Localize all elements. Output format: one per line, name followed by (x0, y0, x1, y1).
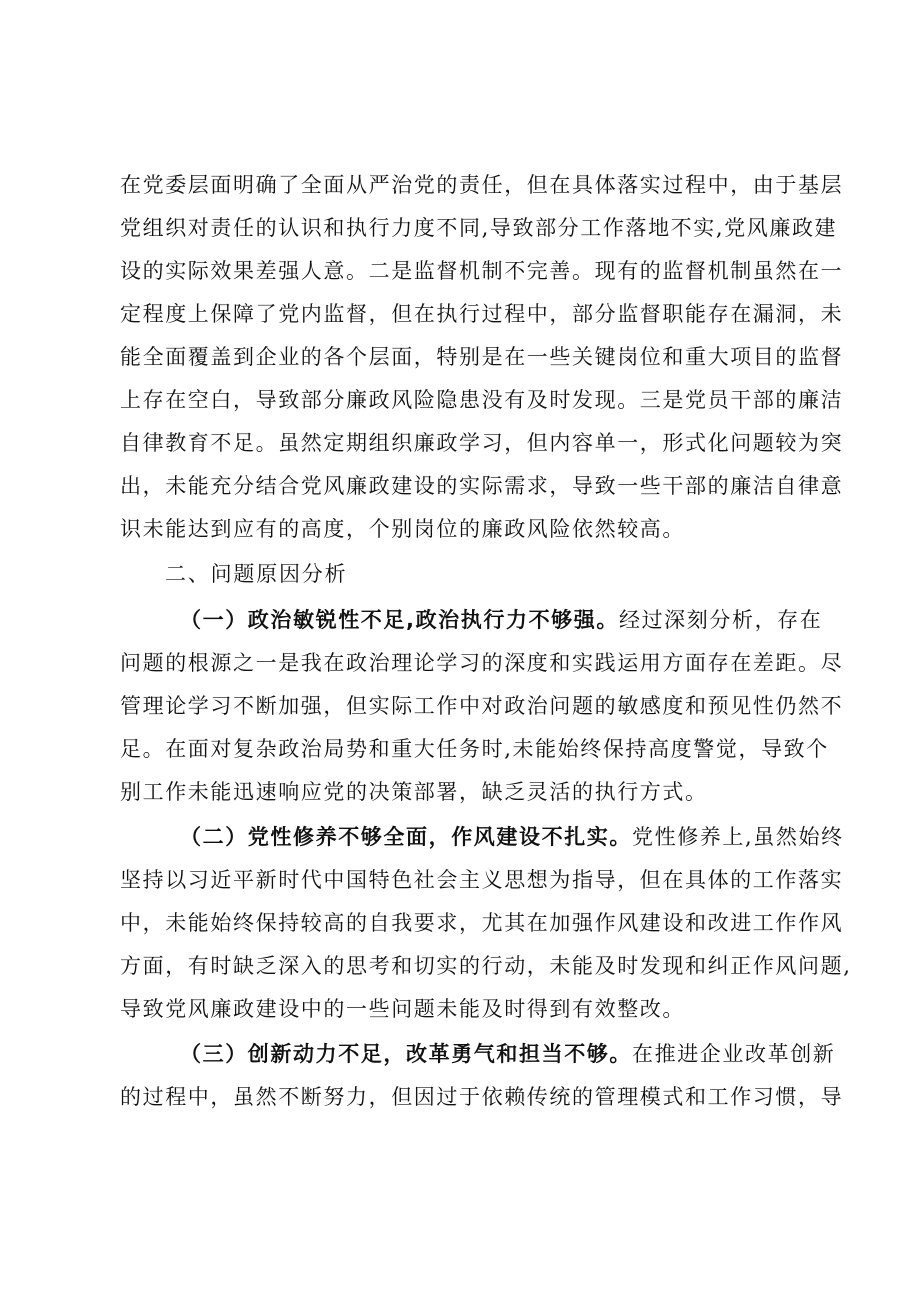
para2-title: （一）政治敏锐性不足,政治执行力不够强。 (180, 608, 619, 632)
para1-line-6: 上存在空白，导致部分廉政风险隐患没有及时发现。三是党员干部的廉洁 (120, 388, 844, 412)
para1-line-4: 定程度上保障了党内监督，但在执行过程中，部分监督职能存在漏洞，未 (120, 302, 844, 326)
para1-line-2: 党组织对责任的认识和执行力度不同,导致部分工作落地不实,党风廉政建 (120, 216, 838, 240)
para4-title: （三）创新动力不足，改革勇气和担当不够。 (180, 1042, 632, 1066)
para3-first-line (180, 823, 844, 851)
para2-lead: 经过深刻分析，存在 (618, 608, 823, 632)
para3-lead: 党性修养上,虽然始终 (632, 825, 844, 849)
para2-line-4: 别工作未能迅速响应党的决策部署，缺乏灵活的执行方式。 (120, 780, 708, 804)
para2-line-1: 问题的根源之一是我在政治理论学习的深度和实践运用方面存在差距。尽 (120, 651, 844, 675)
para2-line-3: 足。在面对复杂政治局势和重大任务时,未能始终保持高度警觉，导致个 (120, 737, 829, 761)
para2-line-2: 管理论学习不断加强，但实际工作中对政治问题的敏感度和预见性仍然不 (120, 694, 844, 718)
para3-line-4: 导致党风廉政建设中的一些问题未能及时得到有效整改。 (120, 997, 685, 1021)
para4-first-line (180, 1040, 835, 1068)
para3-line-1: 坚持以习近平新时代中国特色社会主义思想为指导，但在具体的工作落实 (120, 868, 844, 892)
para3-line-2: 中，未能始终保持较高的自我要求，尤其在加强作风建设和改进工作作风 (120, 911, 844, 935)
para1-line-5: 能全面覆盖到企业的各个层面，特别是在一些关键岗位和重大项目的监督 (120, 345, 844, 369)
para1-line-9: 识未能达到应有的高度，个别岗位的廉政风险依然较高。 (120, 517, 685, 541)
para1-line-7: 自律教育不足。虽然定期组织廉政学习，但内容单一，形式化问题较为突 (120, 431, 844, 455)
para4-line-1: 的过程中，虽然不断努力，但因过于依赖传统的管理模式和工作习惯，导 (120, 1085, 844, 1109)
para3-title: （二）党性修养不够全面，作风建设不扎实。 (180, 825, 632, 849)
para1-line-8: 出，未能充分结合党风廉政建设的实际需求，导致一些干部的廉洁自律意 (120, 474, 844, 498)
para3-line-3: 方面，有时缺乏深入的思考和切实的行动，未能及时发现和纠正作风问题, (120, 954, 852, 978)
para1-line-1: 在党委层面明确了全面从严治党的责任，但在具体落实过程中，由于基层 (120, 173, 844, 197)
para1-line-3: 设的实际效果差强人意。二是监督机制不完善。现有的监督机制虽然在一 (120, 259, 844, 283)
section-heading: 二、问题原因分析 (165, 562, 348, 586)
para2-first-line (180, 606, 822, 634)
para4-lead: 在推进企业改革创新 (632, 1042, 836, 1066)
